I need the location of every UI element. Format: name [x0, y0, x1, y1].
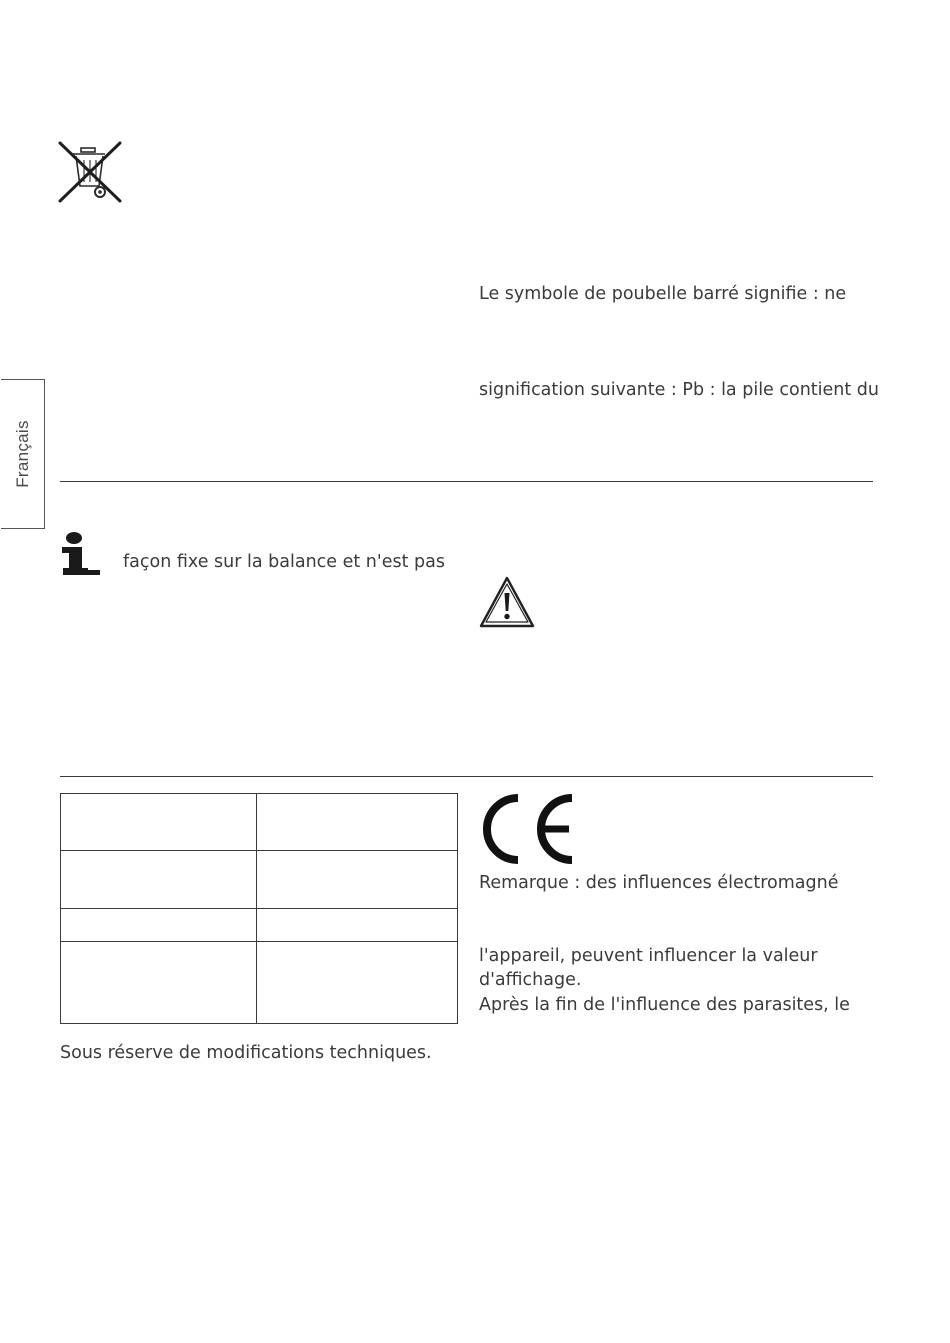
emc-text-line-3: d'affichage.	[479, 970, 582, 990]
disposal-text-line-2: signification suivante : Pb : la pile contient du	[479, 380, 880, 400]
warning-triangle-icon	[478, 575, 536, 629]
table-cell-value	[257, 851, 458, 909]
crossed-out-wheelie-bin-icon	[57, 140, 123, 204]
table-cell-label	[61, 942, 257, 1024]
emc-text-line-2: l'appareil, peuvent influencer la valeur	[479, 946, 818, 966]
language-side-tab	[1, 379, 45, 529]
note-text-line-1: façon fixe sur la balance et n'est pas	[123, 552, 445, 572]
table-row	[61, 794, 458, 851]
table-row	[61, 851, 458, 909]
section-divider-2	[60, 776, 873, 777]
emc-text-line-4: Après la fin de l'influence des parasites, le	[479, 995, 850, 1015]
table-cell-label	[61, 794, 257, 851]
table-cell-label	[61, 851, 257, 909]
table-row	[61, 942, 458, 1024]
disposal-text-line-1: Le symbole de poubelle barré signifie : ne	[479, 284, 847, 304]
table-cell-value	[257, 909, 458, 942]
table-cell-label	[61, 909, 257, 942]
table-cell-value	[257, 794, 458, 851]
specifications-table	[60, 793, 458, 1024]
emc-text-line-1: Remarque : des influences électromagné	[479, 873, 839, 893]
ce-mark-icon	[477, 793, 577, 865]
language-side-tab-label: Français	[12, 420, 32, 488]
technical-changes-note: Sous réserve de modifications techniques.	[60, 1043, 432, 1063]
section-divider-1	[60, 481, 873, 482]
table-row	[61, 909, 458, 942]
info-icon	[58, 532, 100, 576]
table-cell-value	[257, 942, 458, 1024]
